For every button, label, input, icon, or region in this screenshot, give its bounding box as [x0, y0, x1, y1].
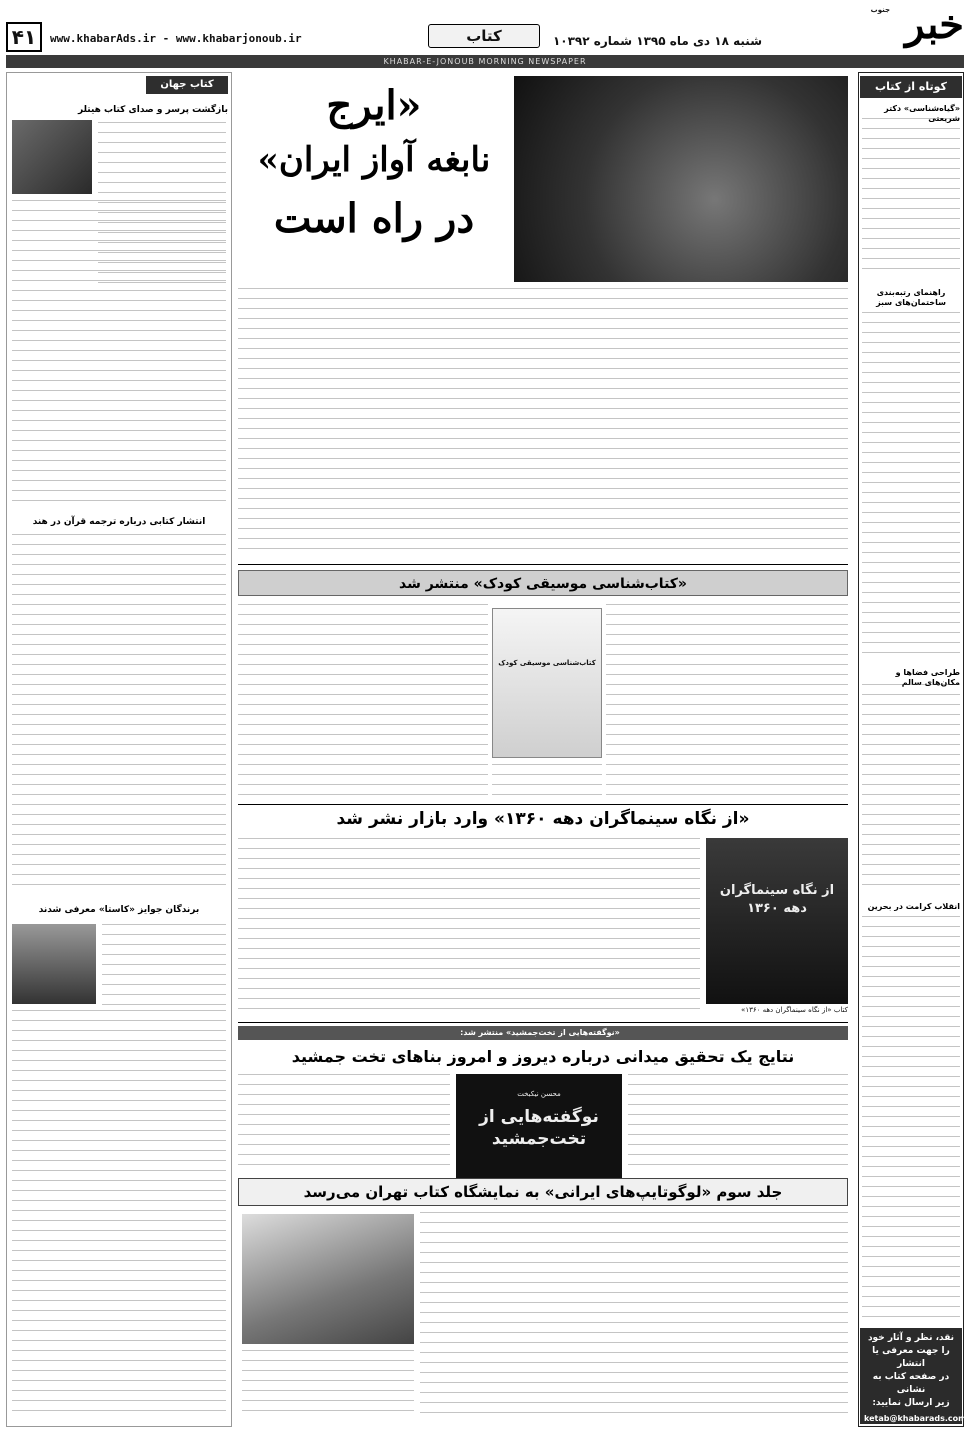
lead-headline-line: «ایرج [326, 82, 422, 129]
jamshid-book-cover [456, 1074, 622, 1178]
world-books-title: کتاب جهان [146, 76, 228, 94]
short-item-text [862, 684, 960, 894]
jamshid-headline: نتایج یک تحقیق میدانی درباره دیروز و امروز بناهای تخت جمشید [291, 1047, 795, 1066]
story-text [12, 1010, 226, 1420]
story-text [12, 534, 226, 894]
book-cover-image [12, 120, 92, 194]
cinema-caption: کتاب «از نگاه سینماگران دهه ۱۳۶۰» [741, 1006, 848, 1014]
story-title: برندگان جوایز «کاستا» معرفی شدند [38, 905, 200, 915]
website-link[interactable]: www.khabarAds.ir - www.khabarjonoub.ir [50, 32, 302, 45]
newspaper-logo: خبر [905, 1, 964, 48]
book-cover-title: کتاب‌شناسی موسیقی کودک [498, 659, 596, 667]
story-text [102, 924, 226, 1006]
cinema-cover-text: از نگاه سینماگران دهه ۱۳۶۰ [719, 883, 835, 916]
music-headline: «کتاب‌شناسی موسیقی کودک» منتشر شد [238, 570, 848, 596]
short-item-title: انقلاب کرامت در بحرین [867, 902, 960, 911]
short-item-text [862, 312, 960, 662]
story-text [238, 838, 700, 1016]
lead-text [238, 288, 848, 558]
music-book-cover [492, 608, 602, 758]
cinema-headline: «از نگاه سینماگران دهه ۱۳۶۰» وارد بازار نشر شد [238, 804, 848, 832]
story-text [12, 200, 226, 502]
logo-sub: جنوب [870, 6, 890, 14]
story-title: بازگشت پرسر و صدای کتاب هیتلر [78, 105, 228, 115]
short-item-text [862, 118, 960, 278]
submission-line: نقد، نظر و آثار خود [867, 1333, 955, 1343]
jamshid-kicker: «نوگفته‌هایی از تخت‌جمشید» منتشر شد: [460, 1028, 620, 1037]
story-text [420, 1212, 848, 1422]
submission-line: زیر ارسال نمایید: [872, 1398, 950, 1408]
short-item-title: راهنمای رتبه‌بندی ساختمان‌های سبز [876, 288, 946, 307]
lead-headline [238, 80, 510, 280]
short-item-title: «گیاه‌شناسی» دکتر شریعتی [884, 104, 960, 123]
story-text [606, 604, 848, 800]
header-band: KHABAR-E-JONOUB MORNING NEWSPAPER [6, 55, 964, 68]
story-text [492, 764, 602, 800]
submission-email[interactable]: ketab@khabarads.com [864, 1414, 967, 1423]
submission-line: در صفحه کتاب به نشانی [872, 1372, 950, 1395]
author-photo [12, 924, 96, 1004]
story-text [238, 1074, 450, 1174]
cover-title: تخت‌جمشید [491, 1129, 587, 1149]
issue-date: شنبه ۱۸ دی ماه ۱۳۹۵ شماره ۱۰۳۹۲ [552, 34, 762, 48]
lead-headline-line: نابغه آواز ایران» [257, 140, 491, 180]
story-title: انتشار کتابی درباره ترجمه قرآن در هند [32, 517, 206, 527]
author-photo [242, 1214, 414, 1344]
short-news-title: کوتاه از کتاب [860, 76, 962, 98]
submission-line: را جهت معرفی یا انتشار [872, 1346, 950, 1369]
section-title: کتاب [428, 24, 540, 48]
divider [238, 1022, 848, 1023]
logotype-headline: جلد سوم «لوگوتایپ‌های ایرانی» به نمایشگاه کتاب تهران می‌رسد [303, 1183, 783, 1201]
cover-author: محسن نیکبخت [517, 1090, 561, 1098]
cinema-book-cover [706, 838, 848, 1004]
lead-headline-line: در راه است [273, 195, 475, 242]
short-item-title: طراحی فضاها و مکان‌های سالم [895, 668, 960, 687]
story-text [242, 1350, 414, 1420]
cover-title: نوگفته‌هایی از [479, 1107, 599, 1127]
story-text [238, 604, 488, 800]
story-text [628, 1074, 848, 1174]
page-number: ۴۱ [6, 22, 42, 52]
short-item-text [862, 916, 960, 1318]
lead-photo [514, 76, 848, 282]
divider [238, 564, 848, 565]
submission-notice [860, 1328, 967, 1424]
